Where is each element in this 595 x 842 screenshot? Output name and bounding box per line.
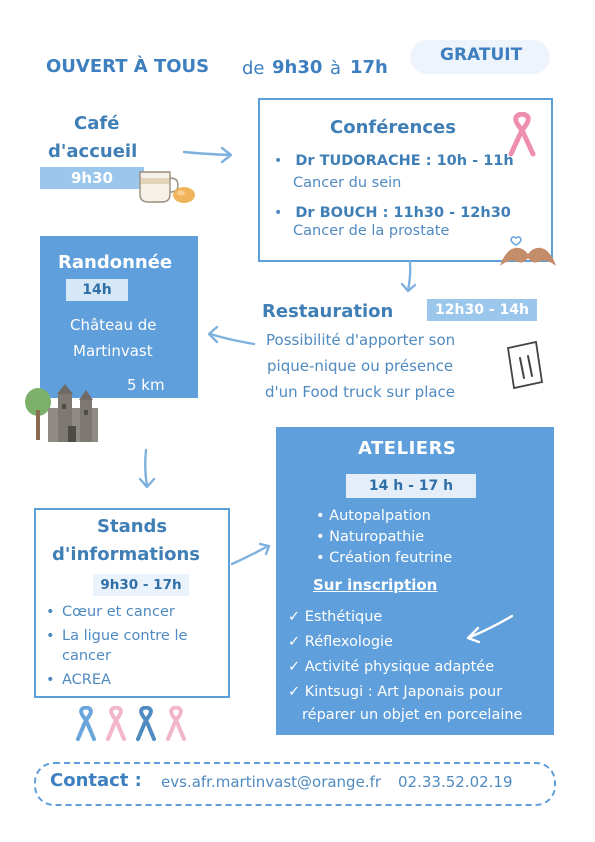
bullet-dot-icon: • — [274, 153, 283, 169]
stand-item-2-label: La ligue contre le cancer — [62, 628, 188, 664]
bullet-dot-icon: • — [316, 550, 330, 566]
randonnee-time-badge: 14h — [66, 279, 128, 301]
restauration-title: Restauration — [262, 301, 394, 322]
cafe-time-badge: 9h30 — [40, 167, 144, 189]
inscription-item-2-label: Réflexologie — [304, 634, 393, 650]
contact-email[interactable]: evs.afr.martinvast@orange.fr — [161, 773, 382, 791]
inscription-item-4-cont: réparer un objet en porcelaine — [302, 707, 523, 723]
hours-start: 9h30 — [272, 57, 323, 78]
atelier-item-1-label: Autopalpation — [329, 508, 431, 524]
restauration-line1: Possibilité d'apporter son — [266, 331, 456, 349]
conf-item-2 — [274, 202, 511, 221]
bullet-dot-icon: • — [46, 604, 55, 620]
stand-item-3-label: ACREA — [62, 672, 111, 688]
hours-prefix: de — [242, 58, 265, 79]
randonnee-place-line1: Château de — [70, 316, 157, 334]
bullet-dot-icon: • — [316, 529, 330, 545]
stands-time-badge: 9h30 - 17h — [93, 574, 189, 596]
conf-speaker-1: Dr TUDORACHE : 10h - 11h — [295, 153, 514, 169]
atelier-item-2 — [316, 527, 452, 548]
bullet-dot-icon: • — [274, 205, 283, 221]
conf-item-1 — [274, 150, 514, 169]
bullet-dot-icon: • — [316, 508, 330, 524]
inscription-item-3 — [288, 655, 522, 680]
randonnee-title: Randonnée — [58, 252, 173, 273]
ribbons-icon — [74, 706, 194, 742]
stands-list — [46, 602, 222, 690]
conferences-title: Conférences — [330, 117, 456, 138]
stand-item-1 — [46, 602, 222, 622]
arrow-pointer-ateliers — [460, 612, 516, 646]
arrow-cafe-to-conf — [180, 140, 240, 170]
stands-title-line1: Stands — [97, 516, 168, 537]
inscription-item-1-label: Esthétique — [304, 609, 383, 625]
inscription-label: Sur inscription — [313, 576, 438, 594]
check-icon: ✓ — [288, 684, 305, 700]
free-label: GRATUIT — [440, 45, 523, 65]
bullet-dot-icon: • — [46, 672, 55, 688]
arrow-rando-to-stands — [130, 446, 164, 496]
atelier-item-3 — [316, 548, 452, 569]
atelier-item-1 — [316, 506, 452, 527]
stand-item-1-label: Cœur et cancer — [62, 604, 175, 620]
contact-phone[interactable]: 02.33.52.02.19 — [398, 773, 513, 791]
conf-speaker-2: Dr BOUCH : 11h30 - 12h30 — [295, 205, 511, 221]
ateliers-title: ATELIERS — [358, 438, 457, 459]
restauration-line3: d'un Food truck sur place — [265, 383, 456, 401]
conf-topic-2: Cancer de la prostate — [293, 223, 450, 239]
inscription-item-4-label: Kintsugi : Art Japonais pour — [304, 684, 503, 700]
randonnee-distance: 5 km — [127, 376, 165, 394]
stand-item-3 — [46, 670, 222, 690]
atelier-item-3-label: Création feutrine — [329, 550, 453, 566]
restauration-line2: pique-nique ou présence — [267, 357, 454, 375]
ateliers-free-list — [316, 506, 452, 569]
bullet-dot-icon: • — [46, 628, 55, 644]
check-icon: ✓ — [288, 609, 305, 625]
check-icon: ✓ — [288, 634, 305, 650]
open-label: OUVERT À TOUS — [46, 56, 210, 77]
inscription-item-4 — [288, 680, 522, 705]
arrow-conf-to-resto — [395, 258, 425, 298]
stands-title-line2: d'informations — [52, 544, 201, 565]
mustache-icon — [498, 232, 558, 272]
coffee-cup-icon — [134, 166, 198, 206]
hours-end: 17h — [350, 57, 388, 78]
randonnee-place-line2: Martinvast — [73, 342, 153, 360]
conf-topic-1: Cancer du sein — [293, 175, 402, 191]
restauration-time-badge: 12h30 - 14h — [427, 299, 537, 321]
cafe-title-line2: d'accueil — [48, 141, 138, 162]
menu-cutlery-icon — [502, 340, 550, 390]
arrow-stands-to-ateliers — [226, 540, 276, 570]
stand-item-2 — [46, 626, 222, 666]
check-icon: ✓ — [288, 659, 305, 675]
hours-sep: à — [330, 58, 342, 79]
cafe-title-line1: Café — [74, 113, 120, 134]
ateliers-time-badge: 14 h - 17 h — [346, 474, 476, 498]
contact-label: Contact : — [50, 770, 142, 791]
castle-icon — [22, 382, 106, 446]
inscription-item-3-label: Activité physique adaptée — [304, 659, 495, 675]
arrow-resto-to-rando — [200, 318, 260, 354]
atelier-item-2-label: Naturopathie — [329, 529, 425, 545]
